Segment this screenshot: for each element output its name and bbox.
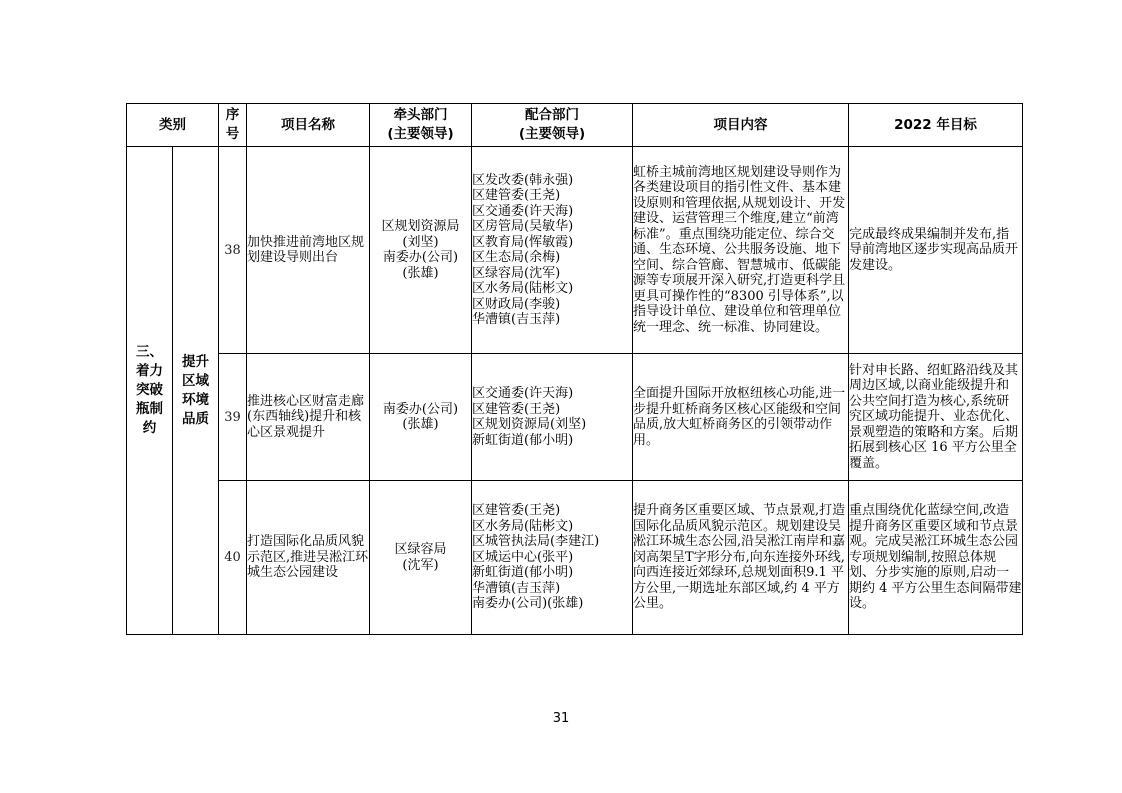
header-content: 项目内容 bbox=[633, 104, 849, 147]
project-name: 推进核心区财富走廊(东西轴线)提升和核心区景观提升 bbox=[247, 354, 370, 481]
header-lead-dept: 牵头部门 (主要领导) bbox=[370, 104, 472, 147]
coop-dept: 区发改委(韩永强) 区建管委(王尧) 区交通委(许天海) 区房管局(吴敏华) 区教育局(恽敏霞) 区生态局(余梅) 区绿容局(沈军) 区水务局(陆彬文) 区财政局(李骏) 华漕镇(吉玉萍) bbox=[472, 147, 633, 354]
row-number: 40 bbox=[219, 481, 247, 635]
project-content: 虹桥主城前湾地区规划建设导则作为各类建设项目的指引性文件、基本建设原则和管理依据,从规划设计、开发建设、运营管理三个维度,建立“前湾标准”。重点围绕功能定位、综合交通、生态环境、公共服务设施、地下空间、综合管廊、智慧城市、低碳能源等专项展开深入研究,打造更科学且更具可操作性的“8300 引导体系”,以指导设计单位、建设单位和管理单位统一理念、统一标准、协同建设。 bbox=[633, 147, 849, 354]
project-name: 打造国际化品质风貌示范区,推进吴淞江环城生态公园建设 bbox=[247, 481, 370, 635]
project-content: 全面提升国际开放枢纽核心功能,进一步提升虹桥商务区核心区能级和空间品质,放大虹桥商务区的引领带动作用。 bbox=[633, 354, 849, 481]
table-header-row bbox=[127, 104, 1023, 147]
target-2022: 完成最终成果编制并发布,指导前湾地区逐步实现高品质开发建设。 bbox=[849, 147, 1023, 354]
category-level2: 提升 区域 环境 品质 bbox=[173, 147, 219, 635]
table-row bbox=[127, 481, 1023, 635]
table-row bbox=[127, 354, 1023, 481]
header-category: 类别 bbox=[127, 104, 219, 147]
row-number: 39 bbox=[219, 354, 247, 481]
project-content: 提升商务区重要区域、节点景观,打造国际化品质风貌示范区。规划建设吴淞江环城生态公园,沿吴淞江南岸和嘉闵高架呈T字形分布,向东连接外环线,向西连接近郊绿环,总规划面积9.1 平方公里,一期选址东部区域,约 4 平方公里。 bbox=[633, 481, 849, 635]
coop-dept: 区建管委(王尧) 区水务局(陆彬文) 区城管执法局(李建江) 区城运中心(张平) 新虹街道(郁小明) 华漕镇(吉玉萍) 南委办(公司)(张雄) bbox=[472, 481, 633, 635]
header-project-name: 项目名称 bbox=[247, 104, 370, 147]
header-seq: 序 号 bbox=[219, 104, 247, 147]
header-target: 2022 年目标 bbox=[849, 104, 1023, 147]
project-name: 加快推进前湾地区规划建设导则出台 bbox=[247, 147, 370, 354]
coop-dept: 区交通委(许天海) 区建管委(王尧) 区规划资源局(刘坚) 新虹街道(郁小明) bbox=[472, 354, 633, 481]
lead-dept: 南委办(公司) (张雄) bbox=[370, 354, 472, 481]
lead-dept: 区绿容局 (沈军) bbox=[370, 481, 472, 635]
project-table bbox=[126, 103, 1023, 635]
table-row bbox=[127, 147, 1023, 354]
page-number: 31 bbox=[552, 711, 570, 726]
lead-dept: 区规划资源局 (刘坚) 南委办(公司) (张雄) bbox=[370, 147, 472, 354]
category-level1: 三、 着力 突破 瓶制 约 bbox=[127, 147, 173, 635]
target-2022: 针对申长路、绍虹路沿线及其周边区域,以商业能级提升和公共空间打造为核心,系统研究区域功能提升、业态优化、景观塑造的策略和方案。后期拓展到核心区 16 平方公里全覆盖。 bbox=[849, 354, 1023, 481]
row-number: 38 bbox=[219, 147, 247, 354]
target-2022: 重点围绕优化蓝绿空间,改造提升商务区重要区域和节点景观。完成吴淞江环城生态公园专项规划编制,按照总体规划、分步实施的原则,启动一期约 4 平方公里生态间隔带建设。 bbox=[849, 481, 1023, 635]
header-coop-dept: 配合部门 (主要领导) bbox=[472, 104, 633, 147]
